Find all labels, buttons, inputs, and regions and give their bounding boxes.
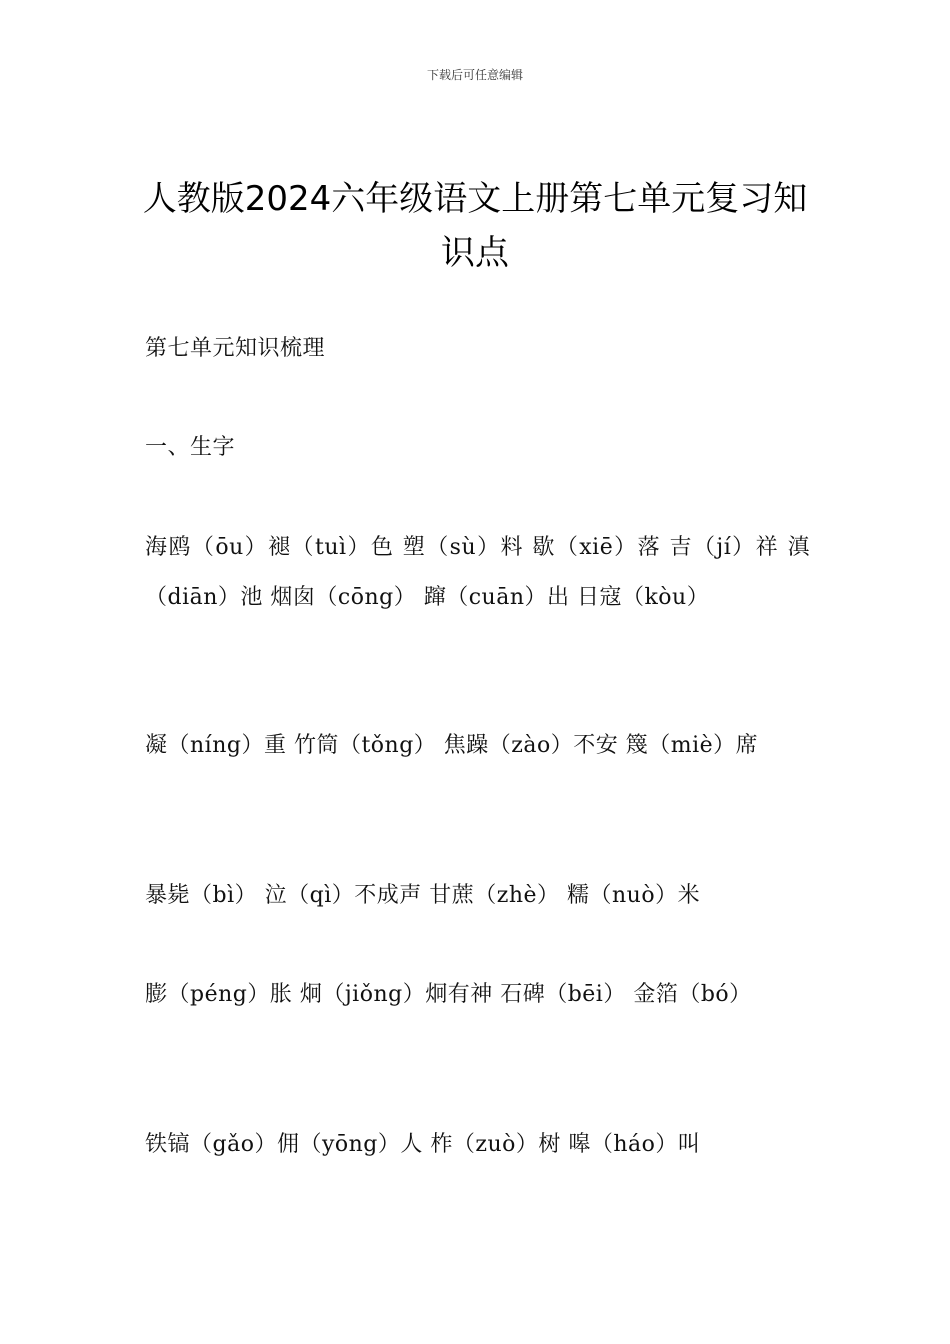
word-list-paragraph: 凝（níng）重 竹筒（tǒng） 焦躁（zào）不安 篾（miè）席 [145, 733, 759, 758]
section-heading: 一、生字 [145, 435, 236, 460]
word-list-paragraph: 海鸥（ōu）褪（tuì）色 塑（sù）料 歇（xiē）落 吉（jí）祥 滇（diān）池 烟囱（cōng） 蹿（cuān）出 日寇（kòu） [145, 535, 810, 610]
subtitle: 第七单元知识梳理 [145, 336, 326, 361]
document-title: 人教版2024六年级语文上册第七单元复习知识点 [142, 179, 808, 273]
page-header-note: 下载后可任意编辑 [426, 68, 523, 82]
word-list-paragraph: 膨（péng）胀 炯（jiǒng）炯有神 石碑（bēi） 金箔（bó） [145, 982, 752, 1007]
word-list-paragraph: 暴毙（bì） 泣（qì）不成声 甘蔗（zhè） 糯（nuò）米 [145, 883, 701, 908]
word-list-paragraph: 铁镐（gǎo）佣（yōng）人 柞（zuò）树 嗥（háo）叫 [145, 1132, 701, 1157]
